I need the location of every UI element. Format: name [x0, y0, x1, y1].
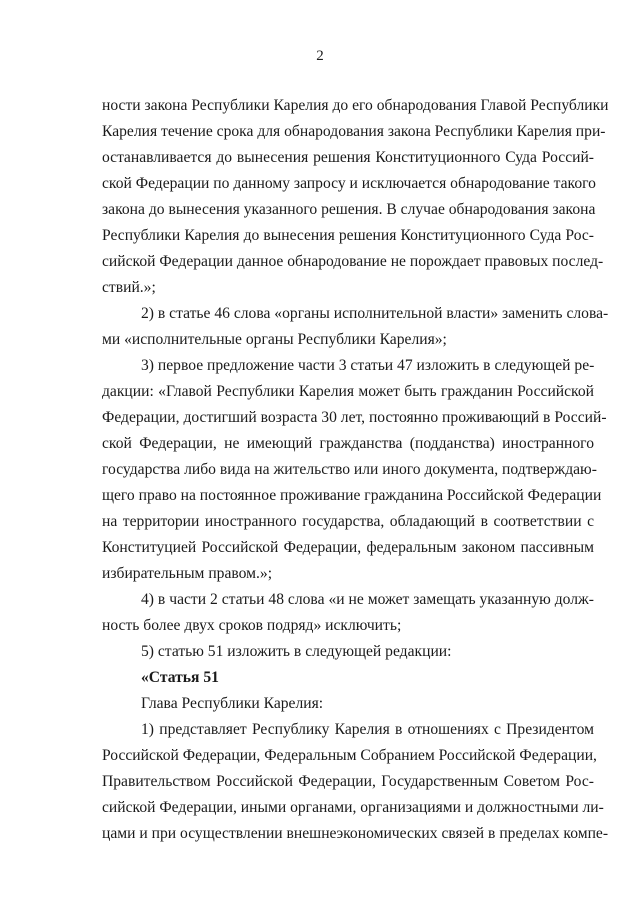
text-line: ности закона Республики Карелия до его обнародования Главой Республики: [102, 97, 609, 114]
text-line: Конституцией Российской Федерации, федеральным законом пассивным: [102, 539, 594, 556]
text-line: щего право на постоянное проживание гражданина Российской Федерации: [102, 487, 602, 504]
text-line: сийской Федерации данное обнародование не порождает правовых послед-: [102, 253, 604, 270]
text-line: Федерации, достигший возраста 30 лет, постоянно проживающий в Россий-: [102, 409, 607, 426]
text-line: цами и при осуществлении внешнеэкономических связей в пределах компе-: [102, 825, 609, 842]
text-line: ствий.»;: [102, 279, 156, 296]
text-line: Российской Федерации, Федеральным Собранием Российской Федерации,: [102, 747, 597, 764]
text-line: избирательным правом.»;: [102, 565, 273, 582]
text-line: на территории иностранного государства, обладающий в соответствии с: [102, 513, 594, 530]
text-line: сийской Федерации, иными органами, организациями и должностными ли-: [102, 799, 604, 816]
text-line: Карелия течение срока для обнародования закона Республики Карелия при-: [102, 123, 606, 140]
text-line: ность более двух сроков подряд» исключить;: [102, 617, 402, 634]
text-line: 4) в части 2 статьи 48 слова «и не может замещать указанную долж-: [141, 591, 594, 608]
text-line: Глава Республики Карелия:: [141, 695, 324, 712]
page-number: 2: [316, 48, 324, 64]
text-line: государства либо вида на жительство или иного документа, подтверждаю-: [102, 461, 597, 478]
article-heading: «Статья 51: [141, 669, 219, 686]
text-line: остaнавливается до вынесения решения Конституционного Суда Россий-: [102, 149, 594, 166]
text-line: ской Федерации, не имеющий гражданства (подданства) иностранного: [102, 435, 594, 452]
text-line: Республики Карелия до вынесения решения Конституционного Суда Рос-: [102, 227, 594, 244]
text-line: ской Федерации по данному запросу и исключается обнародование такого: [102, 175, 596, 192]
text-line: дакции: «Главой Республики Карелия может быть гражданин Российской: [102, 383, 594, 400]
text-line: закона до вынесения указанного решения. В случае обнародования закона: [102, 201, 596, 218]
text-line: 3) первое предложение части 3 статьи 47 изложить в следующей ре-: [141, 357, 595, 374]
text-line: 5) статью 51 изложить в следующей редакции:: [141, 643, 452, 660]
text-line: 2) в статье 46 слова «органы исполнительной власти» заменить слова-: [141, 305, 609, 322]
text-line: 1) представляет Республику Карелия в отношениях с Президентом: [141, 721, 594, 738]
text-line: Правительством Российской Федерации, Государственным Советом Рос-: [102, 773, 594, 790]
text-line: ми «исполнительные органы Республики Карелия»;: [102, 331, 447, 348]
